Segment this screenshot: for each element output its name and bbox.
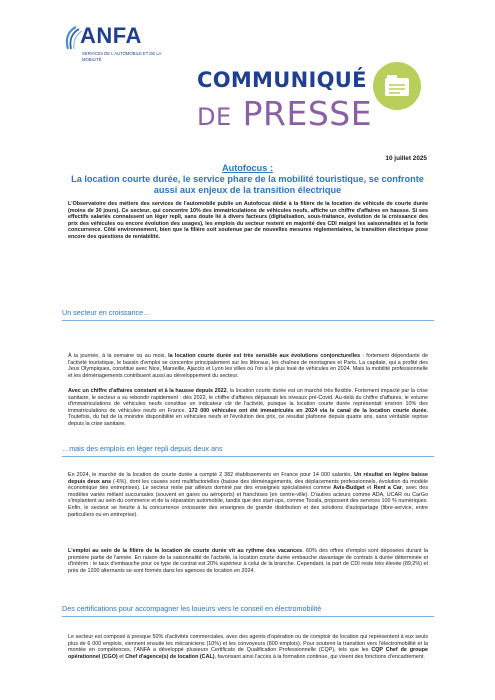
paragraph — [68, 548, 428, 574]
paragraph-emphasis: Rent a Car — [373, 485, 402, 492]
paragraph-emphasis: CQP Chef de groupe opérationnel (CGO) — [68, 647, 428, 660]
section-divider — [62, 616, 434, 617]
paragraph-text: Le secteur est composé à presque 50% d'activités commerciales, avec des agents d'opération ou de comptoir de location qui représentent à eux seuls plus de 6 000 emplois, viennent ensuite les mécaniciens (10%) et les convoyeurs (800 emplois). Pour soutenir la transition vers l'électromobilité et la montée en compétences, l'ANFA a développé plusieurs Certificats de Qualification Professionnelle (CQP), tels que les — [68, 634, 428, 654]
paragraph — [68, 388, 428, 428]
section-heading-certifications: Des certifications pour accompagner les loueurs vers le conseil en électromobilité — [62, 604, 322, 613]
paragraph-text: et — [364, 485, 374, 492]
anfa-logo — [62, 23, 212, 78]
paragraph-emphasis: Un résultat en légère baisse depuis deux ans — [68, 472, 428, 485]
press-release-heading — [197, 68, 397, 138]
paragraph-emphasis: L'emploi au sein de la filière de la location de courte durée vit au rythme des vacances — [68, 548, 303, 554]
document-folder-icon — [373, 62, 421, 110]
document-title — [60, 163, 435, 196]
logo-tagline: SERVICES DE L'AUTOMOBILE ET DE LA MOBILITÉ — [82, 51, 162, 62]
paragraph-emphasis: la location courte durée est très sensible aux évolutions conjoncturelles — [168, 353, 361, 359]
paragraph-text: , favorisant ainsi l'accès à la formation continue, qui visent des fonctions d'encadrement. — [214, 653, 425, 660]
paragraph-emphasis: 172 000 véhicules ont été immatriculés en 2024 via le canal de la location courte durée. — [188, 407, 428, 414]
press-heading-de: DE — [197, 103, 232, 131]
release-date: 10 juillet 2025 — [385, 155, 427, 162]
section-heading-jobs: …mais des emplois en léger repli depuis deux ans — [62, 444, 223, 453]
press-heading-line2 — [197, 94, 372, 133]
paragraph-emphasis: Chef d'agence(s) de location (CAL) — [125, 653, 215, 660]
intro-paragraph: L'Observatoire des métiers des services de l'automobile publie un Autofocus dédié à la filière de la location de véhicule de courte durée (moins de 30 jours). Ce secteur, qui concentre 10% des immatriculations de véhicules neufs, affiche un chiffre d'affaires en hausse. Si ses effectifs salariés connaissent un léger repli, sans doute lié à divers facteurs (digitalisation, sous-traitance, évolution de la croissance des prix des véhicules ou encore évolution des usages), les emplois du secteur restent en majorité des CDI malgré les saisonnalités et la forte concurrence. Côté environnement, bien que la filière soit soutenue par de nouvelles mesures réglementaires, la transition électrique pose encore des questions de rentabilité. — [68, 201, 428, 240]
title-main: La location courte durée, le service phare de la mobilité touristique, se confronte aussi aux enjeux de la transition électrique — [71, 174, 424, 195]
paragraph — [68, 472, 428, 518]
press-heading-line1: COMMUNIQUÉ — [197, 68, 367, 92]
paragraph-text: , avec des modèles variés mêlant succursales (souvent en gares ou aéroports) et franchises (en centre-ville). D'autres acteurs comme ADA, UCAR ou CarGo s'implantent au sein du commerce et de la réparation automobile, tandis que des start-ups, comme Toosla, proposent des services 100 % numériques. Enfin, le secteur se heurte à la concurrence croissante des enseignes de grande distribution et des solutions d'autopartage (libre-service, entre particuliers ou en entreprise). — [68, 485, 428, 518]
section-divider — [62, 320, 434, 321]
paragraph-emphasis: Avis-Budget — [333, 485, 365, 492]
paragraph-text: : fortement dépendante de l'activité touristique, le bassin d'emploi se concentre principalement sur les littoraux, les chaînes de montagnes et Paris. La capitale, qui a profité des Jeux Olympiques, constitue avec Nice, Marseille, Ajaccio et Lyon les villes où l'on a le plus loué de véhicules en 2024. Mais la mobilité professionnelle et les déménagements contribuent aussi au développement du secteur. — [68, 353, 428, 379]
paragraph-text: À la journée, à la semaine ou au mois, — [68, 353, 169, 359]
paragraph-text: . 60% des offres d'emploi sont déposées durant la première partie de l'année. En raison de la saisonnalité de l'activité, la location courte durée embauche davantage de contrats à durée déterminée et d'intérim : le taux d'embauche pour ce type de contrat est 20% supérieur à celui de la branche. Cependant, la part de CDI reste très élevée (89,2%) et près de 1200 alternants se sont formés dans les agences de location en 2024. — [68, 548, 428, 574]
section-divider — [62, 456, 434, 457]
paragraph-text: En 2024, le marché de la location de courte durée a compté 2 382 établissements en France pour 14 000 salariés. — [68, 472, 355, 478]
section-heading-growth: Un secteur en croissance… — [62, 308, 151, 317]
press-heading-presse: PRESSE — [242, 94, 373, 133]
paragraph-text: Toutefois, du fait de la moindre disponibilité en véhicules neufs et l'évolution des prix, ce résultat plafonne depuis quatre ans, sans véritable reprise depuis la crise sanitaire. — [68, 414, 428, 427]
paragraph-text: (-6%), dont les causes sont multifactorielles (baisse des déménagements, des déplacements professionnels, évolution du modèle économique des entreprises). Le secteur reste par ailleurs dominé par des enseignes spécialisées comme — [68, 478, 428, 492]
logo-wordmark: ANFA — [80, 23, 142, 48]
paragraph — [68, 634, 428, 660]
paragraph-text: et — [117, 653, 126, 660]
paragraph-emphasis: Avec un chiffre d'affaires constant et à la hausse depuis 2022 — [68, 388, 227, 394]
title-kicker: Autofocus : — [221, 163, 274, 173]
paragraph — [68, 353, 428, 379]
paragraph-text: , la location courte durée est un marché très flexible. Fortement impacté par la crise sanitaire, le secteur a su rebondir rapidement : dès 2022, le chiffre d'affaires dépassait les niveaux pré-Covid. Au-delà du chiffre d'affaires, le volume d'immatriculations de véhicules neufs constitue un indicateur clé de l'activité, puisque la location courte durée représentait environ 10% des immatriculations de véhicules neufs en France. — [68, 388, 429, 414]
